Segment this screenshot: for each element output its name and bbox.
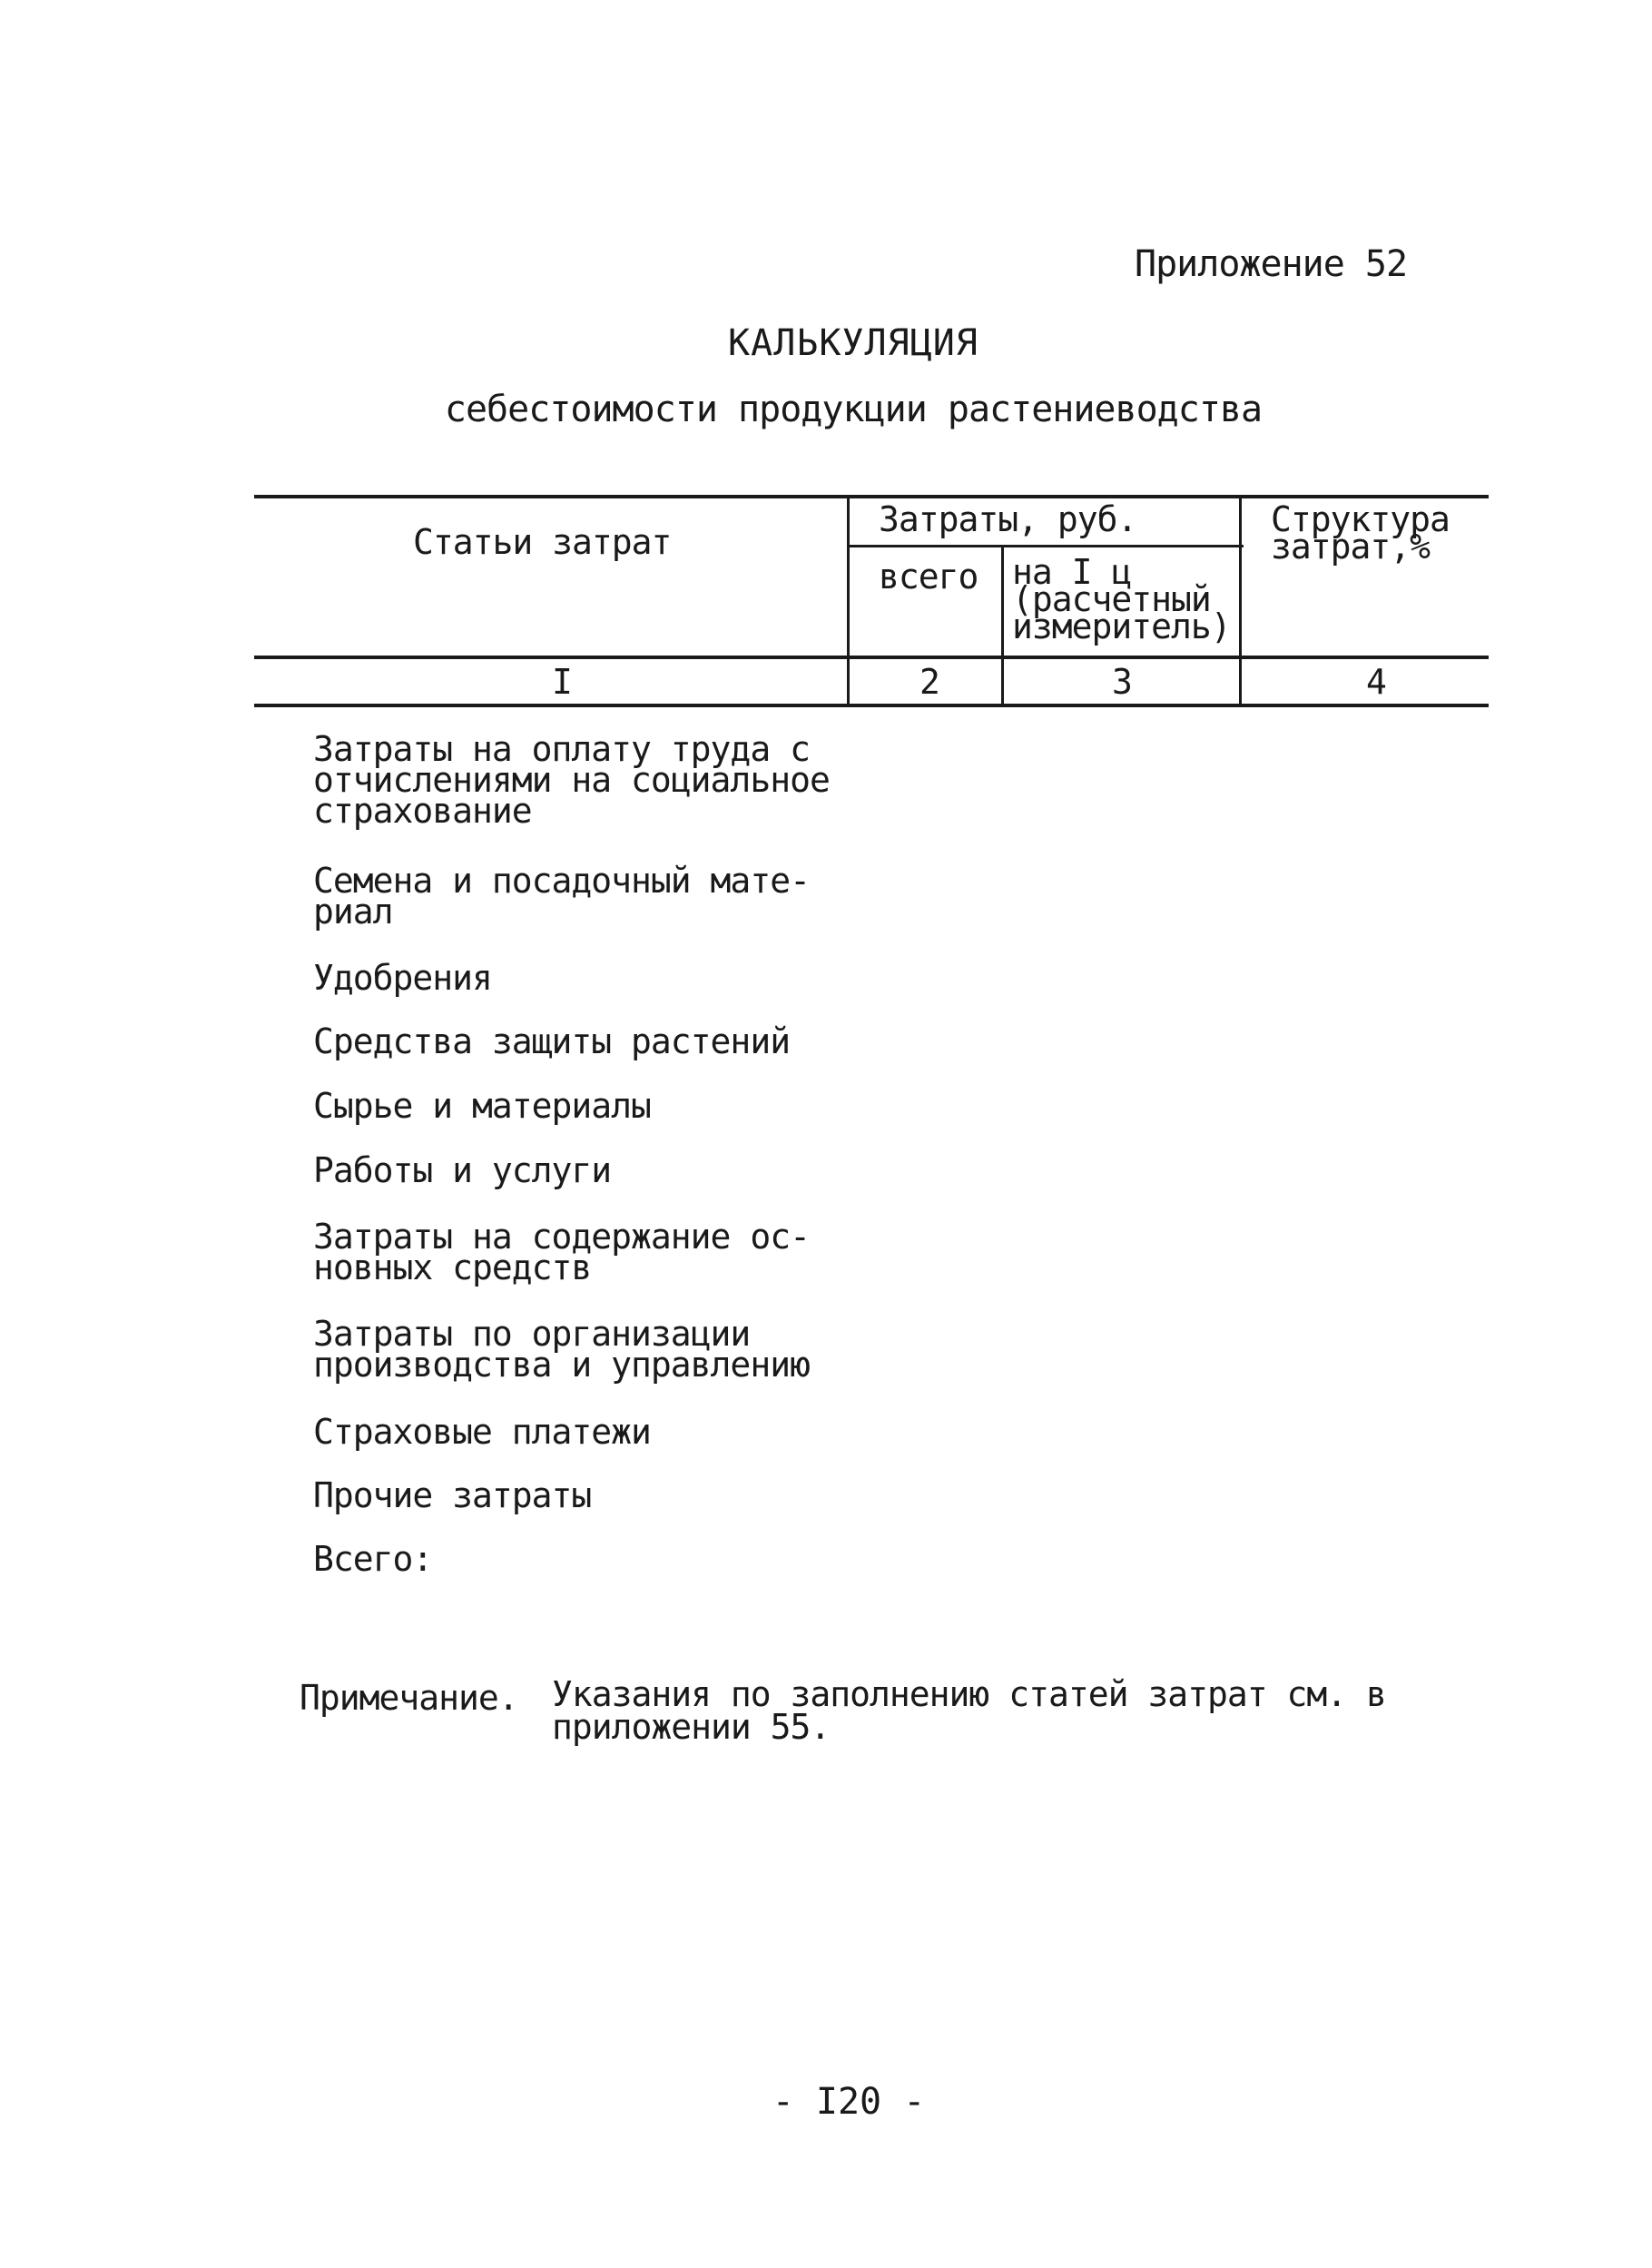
cost-item-labor: Затраты на оплату труда с отчислениями на социальное страхование: [313, 729, 830, 831]
costs-group-rule: [849, 545, 1244, 547]
cost-item-insurance: Страховые платежи: [313, 1412, 651, 1452]
table-top-rule: [254, 495, 1489, 498]
numbers-bottom-rule: [254, 704, 1489, 707]
divider-col3-col4: [1239, 495, 1242, 705]
note-text: Указания по заполнению статей затрат см. в приложении 55.: [552, 1674, 1386, 1747]
header-total: всего: [879, 557, 978, 597]
cost-item-works-services: Работы и услуги: [313, 1150, 612, 1190]
document-subtitle: себестоимости продукции растениеводства: [444, 389, 1263, 430]
header-bottom-rule: [254, 656, 1489, 659]
cost-item-raw-materials: Сырье и материалы: [313, 1086, 651, 1126]
header-per-unit: на I ц (расчетный измеритель): [1012, 552, 1231, 646]
cost-item-total: Всего:: [313, 1539, 433, 1579]
divider-col2-col3: [1001, 547, 1004, 705]
cost-item-fertilizers: Удобрения: [313, 958, 492, 998]
column-number-4: 4: [1366, 662, 1386, 702]
column-number-3: 3: [1112, 662, 1132, 702]
cost-item-fixed-assets: Затраты на содержание ос- новных средств: [313, 1217, 810, 1287]
note-label: Примечание.: [300, 1678, 518, 1718]
cost-item-other: Прочие затраты: [313, 1475, 592, 1515]
column-number-1: I: [552, 662, 572, 702]
cost-item-plant-protection: Средства защиты растений: [313, 1021, 791, 1061]
page-number: - I20 -: [772, 2081, 926, 2123]
header-articles: Статьи затрат: [413, 522, 672, 562]
column-number-2: 2: [919, 662, 939, 702]
header-costs-group: Затраты, руб.: [879, 499, 1137, 539]
divider-col1-col2: [847, 495, 850, 705]
header-structure: Структура затрат,%: [1271, 499, 1450, 567]
document-title: КАЛЬКУЛЯЦИЯ: [728, 322, 978, 364]
cost-item-management: Затраты по организации производства и управлению: [313, 1314, 810, 1385]
cost-item-seeds: Семена и посадочный мате- риал: [313, 861, 810, 932]
appendix-label: Приложение 52: [1135, 243, 1408, 285]
